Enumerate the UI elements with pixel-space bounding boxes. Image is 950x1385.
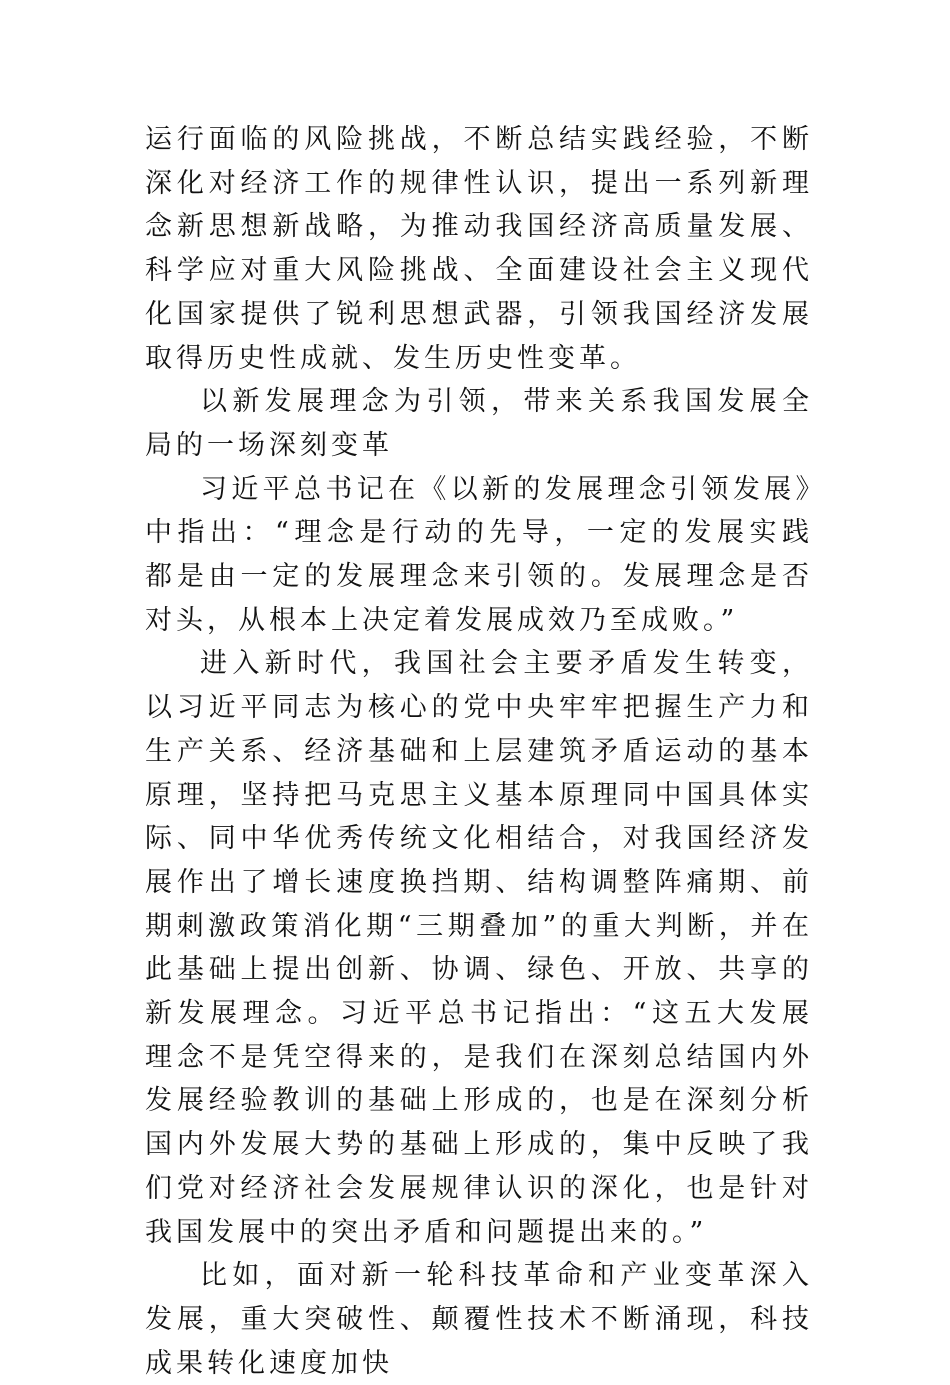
body-paragraph-new-era: 进入新时代，我国社会主要矛盾发生转变，以习近平同志为核心的党中央牢牢把握生产力和生产关系、经济基础和上层建筑矛盾运动的基本原理，坚持把马克思主义基本原理同中国具体实际、同中华优秀传统文化相结合，对我国经济发展作出了增长速度换挡期、结构调整阵痛期、前期刺激政策消化期“三期叠加”的重大判断，并在此基础上提出创新、协调、绿色、开放、共享的新发展理念。习近平总书记指出：“这五大发展理念不是凭空得来的，是我们在深刻总结国内外发展经验教训的基础上形成的，也是在深刻分析国内外发展大势的基础上形成的，集中反映了我们党对经济社会发展规律认识的深化，也是针对我国发展中的突出矛盾和问题提出来的。” <box>145 648 813 1248</box>
body-paragraph-1: 运行面临的风险挑战，不断总结实践经验，不断深化对经济工作的规律性认识，提出一系列新理念新思想新战略，为推动我国经济高质量发展、科学应对重大风险挑战、全面建设社会主义现代化国家提供了锐利思想武器，引领我国经济发展取得历史性成就、发生历史性变革。 <box>145 124 813 374</box>
section-heading-paragraph: 以新发展理念为引领，带来关系我国发展全局的一场深刻变革 <box>145 386 813 461</box>
quote-paragraph: 习近平总书记在《以新的发展理念引领发展》中指出：“理念是行动的先导，一定的发展实践都是由一定的发展理念来引领的。发展理念是否对头，从根本上决定着发展成效乃至成败。” <box>145 473 813 636</box>
body-paragraph-example: 比如，面对新一轮科技革命和产业变革深入发展，重大突破性、颠覆性技术不断涌现，科技成果转化速度加快 <box>145 1260 813 1379</box>
document-body <box>145 118 813 1385</box>
